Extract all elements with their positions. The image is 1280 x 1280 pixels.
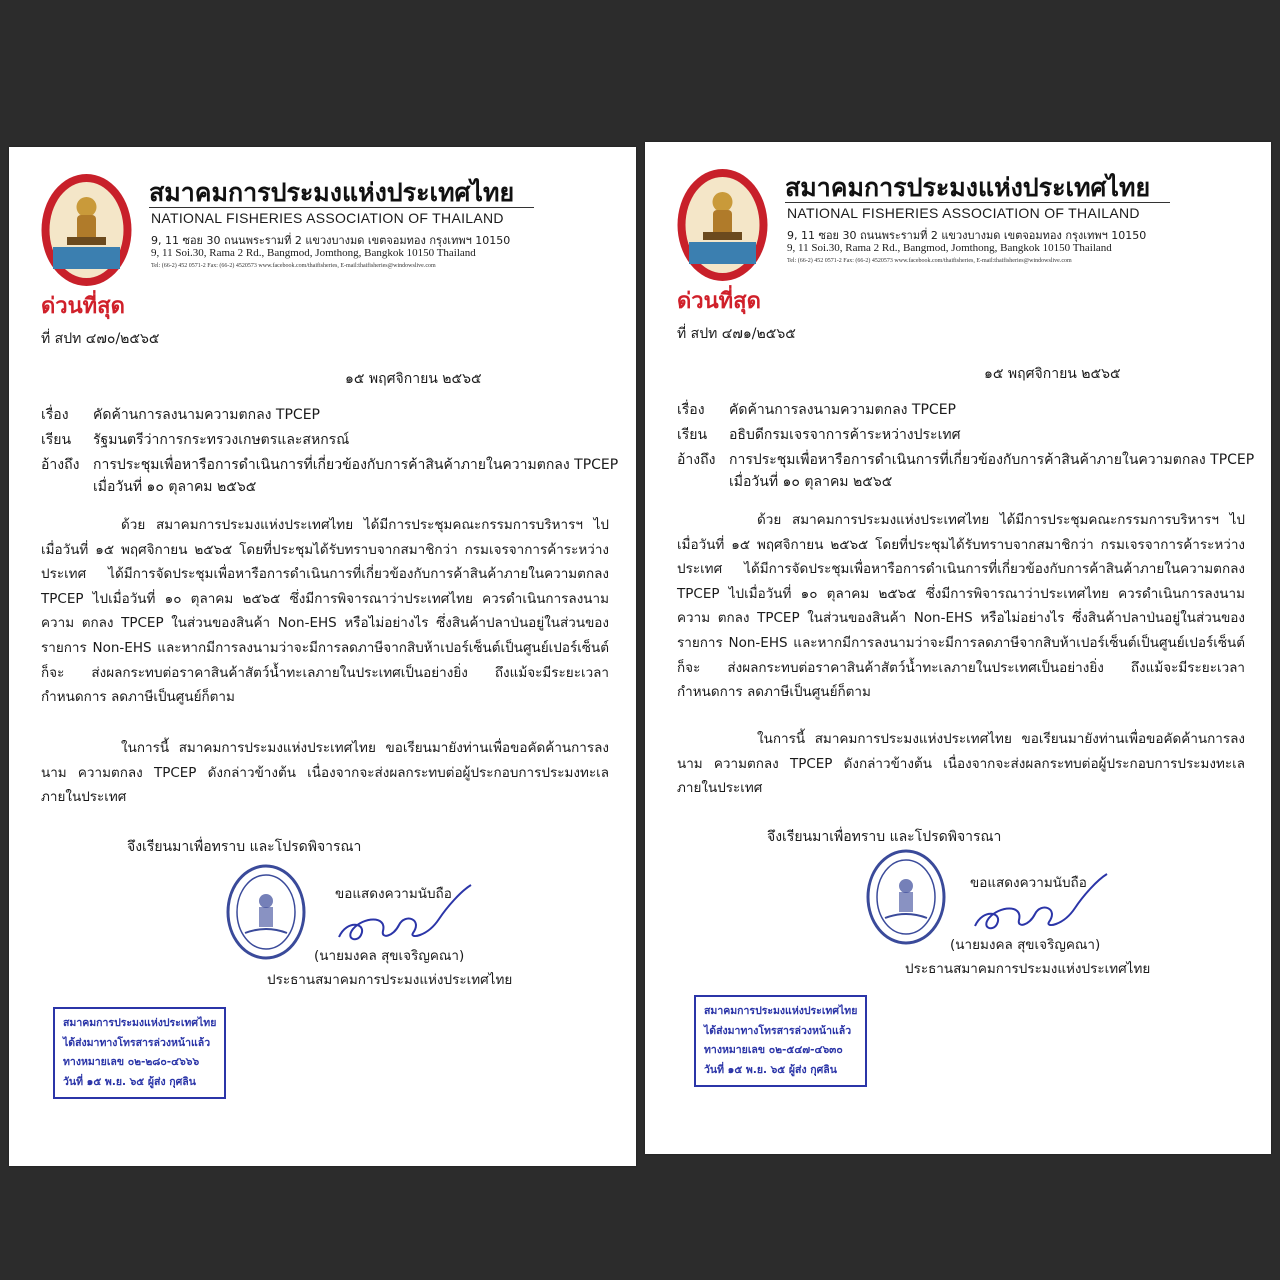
subject-label: เรื่อง xyxy=(677,402,705,418)
signature xyxy=(963,868,1113,938)
stamp-line-3: ทางหมายเลข ๐๒-๒๘๐-๔๖๖๖ xyxy=(63,1056,200,1068)
address-thai: 9, 11 ซอย 30 ถนนพระรามที่ 2 แขวงบางมด เขตจอมทอง กรุงเทพฯ 10150 xyxy=(151,234,511,247)
subject-value: คัดค้านการลงนามความตกลง TPCEP xyxy=(93,407,320,423)
address-english: 9, 11 Soi.30, Rama 2 Rd., Bangmod, Jomthong, Bangkok 10150 Thailand xyxy=(151,247,476,259)
stamp-line-1: สมาคมการประมงแห่งประเทศไทย xyxy=(63,1017,217,1029)
signer-title: ประธานสมาคมการประมงแห่งประเทศไทย xyxy=(905,961,1151,977)
signer-name: (นายมงคล สุขเจริญคณา) xyxy=(314,948,465,964)
closing-line: จึงเรียนมาเพื่อทราบ และโปรดพิจารณา xyxy=(127,839,362,855)
stamp-line-2: ได้ส่งมาทางโทรสารล่วงหน้าแล้ว xyxy=(704,1024,852,1037)
stamp-line-4: วันที่ ๑๕ พ.ย. ๖๕ ผู้ส่ง กุศลิน xyxy=(63,1075,196,1088)
stamp-line-2: ได้ส่งมาทางโทรสารล่วงหน้าแล้ว xyxy=(63,1036,211,1049)
stamp-line-1: สมาคมการประมงแห่งประเทศไทย xyxy=(704,1005,858,1017)
urgent-label: ด่วนที่สุด xyxy=(41,294,125,319)
body-paragraph-1 xyxy=(677,508,1245,705)
document-date: ๑๕ พฤศจิกายน ๒๕๖๕ xyxy=(345,371,482,387)
org-name-thai: สมาคมการประมงแห่งประเทศไทย xyxy=(149,178,515,207)
reference-field xyxy=(677,449,1254,493)
regards-line: ขอแสดงความนับถือ xyxy=(335,886,452,902)
address-english: 9, 11 Soi.30, Rama 2 Rd., Bangmod, Jomthong, Bangkok 10150 Thailand xyxy=(787,242,1112,254)
signer-title: ประธานสมาคมการประมงแห่งประเทศไทย xyxy=(267,972,513,988)
reference-value-line-2: เมื่อวันที่ ๑๐ ตุลาคม ๒๕๖๕ xyxy=(93,479,257,495)
paragraph-2-text: ในการนี้ สมาคมการประมงแห่งประเทศไทย ขอเรียนมายังท่านเพื่อขอคัดค้านการลงนาม ความตกลง TPCEP ดังกล่าวข้างต้น เนื่องจากจะส่งผลกระทบต่อผู้ประกอบการประมงทะเล ภายในประเทศ xyxy=(41,740,609,806)
stamp-line-4: วันที่ ๑๕ พ.ย. ๖๕ ผู้ส่ง กุศลิน xyxy=(704,1063,837,1076)
header-rule xyxy=(149,207,534,208)
header-rule xyxy=(785,202,1170,203)
urgent-label: ด่วนที่สุด xyxy=(677,289,761,314)
recipient-label: เรียน xyxy=(677,427,708,443)
recipient-label: เรียน xyxy=(41,432,72,448)
stamp-line-3: ทางหมายเลข ๐๒-๕๔๗-๔๖๓๐ xyxy=(704,1044,843,1056)
subject-field xyxy=(677,399,956,421)
subject-field xyxy=(41,404,320,426)
reference-field xyxy=(41,454,618,498)
association-seal xyxy=(225,863,307,961)
recipient-field xyxy=(41,429,349,451)
org-name-thai: สมาคมการประมงแห่งประเทศไทย xyxy=(785,173,1151,202)
reference-value-line-1: การประชุมเพื่อหารือการดำเนินการที่เกี่ยวข้องกับการค้าสินค้าภายในความตกลง TPCEP xyxy=(729,452,1255,468)
regards-line: ขอแสดงความนับถือ xyxy=(970,875,1087,891)
document-number: ที่ สปท ๔๗๑/๒๕๖๕ xyxy=(677,326,796,342)
document-number: ที่ สปท ๔๗๐/๒๕๖๕ xyxy=(41,331,160,347)
subject-value: คัดค้านการลงนามความตกลง TPCEP xyxy=(729,402,956,418)
paragraph-2-text: ในการนี้ สมาคมการประมงแห่งประเทศไทย ขอเรียนมายังท่านเพื่อขอคัดค้านการลงนาม ความตกลง TPCEP ดังกล่าวข้างต้น เนื่องจากจะส่งผลกระทบต่อผู้ประกอบการประมงทะเล ภายในประเทศ xyxy=(677,731,1245,797)
document-date: ๑๕ พฤศจิกายน ๒๕๖๕ xyxy=(984,366,1121,382)
body-paragraph-2 xyxy=(41,736,609,810)
signer-name: (นายมงคล สุขเจริญคณา) xyxy=(950,937,1101,953)
recipient-value: รัฐมนตรีว่าการกระทรวงเกษตรและสหกรณ์ xyxy=(93,432,350,448)
contact-line: Tel: (66-2) 452 0571-2 Fax: (66-2) 4520573 www.facebook.com/thaifisheries, E-mail:thaifisheries@windowslive.com xyxy=(151,263,436,269)
association-logo xyxy=(675,166,770,284)
paragraph-1-text: ด้วย สมาคมการประมงแห่งประเทศไทย ได้มีการประชุมคณะกรรมการบริหารฯ ไป เมื่อวันที่ ๑๕ พฤศจิกายน ๒๕๖๕ โดยที่ประชุมได้รับทราบจากสมาชิกว่า กรมเจรจาการค้าระหว่าง ประเทศ ได้มีการจัดประชุมเพื่อหารือการดำเนินการที่เกี่ยวข้องกับการค้าสินค้าภายในความตกลง TPCEP ไปเมื่อวันที่ ๑๐ ตุลาคม ๒๕๖๕ ซึ่งมีการพิจารณาว่าประเทศไทย ควรดำเนินการลงนามความ ตกลง TPCEP ในส่วนของสินค้า Non-EHS หรือไม่อย่างไร ซึ่งสินค้าปลาป่นอยู่ในส่วนของรายการ Non-EHS และหากมีการลงนามว่าจะมีการลดภาษีจากสิบห้าเปอร์เซ็นต์เป็นศูนย์เปอร์เซ็นต์ ก็จะ ส่งผลกระทบต่อราคาสินค้าสัตว์น้ำทะเลภายในประเทศเป็นอย่างยิ่ง ถึงแม้จะมีระยะเวลากำหนดการ ลดภาษีเป็นศูนย์ก็ตาม xyxy=(677,512,1245,701)
fax-sent-stamp xyxy=(53,1007,226,1099)
org-name-english: NATIONAL FISHERIES ASSOCIATION OF THAILAND xyxy=(787,205,1140,221)
reference-value-line-2: เมื่อวันที่ ๑๐ ตุลาคม ๒๕๖๕ xyxy=(729,474,893,490)
body-paragraph-2 xyxy=(677,727,1245,801)
paragraph-1-text: ด้วย สมาคมการประมงแห่งประเทศไทย ได้มีการประชุมคณะกรรมการบริหารฯ ไป เมื่อวันที่ ๑๕ พฤศจิกายน ๒๕๖๕ โดยที่ประชุมได้รับทราบจากสมาชิกว่า กรมเจรจาการค้าระหว่าง ประเทศ ได้มีการจัดประชุมเพื่อหารือการดำเนินการที่เกี่ยวข้องกับการค้าสินค้าภายในความตกลง TPCEP ไปเมื่อวันที่ ๑๐ ตุลาคม ๒๕๖๕ ซึ่งมีการพิจารณาว่าประเทศไทย ควรดำเนินการลงนามความ ตกลง TPCEP ในส่วนของสินค้า Non-EHS หรือไม่อย่างไร ซึ่งสินค้าปลาป่นอยู่ในส่วนของรายการ Non-EHS และหากมีการลงนามว่าจะมีการลดภาษีจากสิบห้าเปอร์เซ็นต์เป็นศูนย์เปอร์เซ็นต์ ก็จะ ส่งผลกระทบต่อราคาสินค้าสัตว์น้ำทะเลภายในประเทศเป็นอย่างยิ่ง ถึงแม้จะมีระยะเวลากำหนดการ ลดภาษีเป็นศูนย์ก็ตาม xyxy=(41,517,609,706)
letter-page-2 xyxy=(645,142,1271,1154)
association-logo xyxy=(39,171,134,289)
contact-line: Tel: (66-2) 452 0571-2 Fax: (66-2) 4520573 www.facebook.com/thaifisheries, E-mail:thaifisheries@windowslive.com xyxy=(787,258,1072,264)
org-name-english: NATIONAL FISHERIES ASSOCIATION OF THAILAND xyxy=(151,210,504,226)
association-seal xyxy=(865,848,947,946)
reference-label: อ้างถึง xyxy=(677,452,716,468)
reference-value-line-1: การประชุมเพื่อหารือการดำเนินการที่เกี่ยวข้องกับการค้าสินค้าภายในความตกลง TPCEP xyxy=(93,457,619,473)
closing-line: จึงเรียนมาเพื่อทราบ และโปรดพิจารณา xyxy=(767,829,1002,845)
subject-label: เรื่อง xyxy=(41,407,69,423)
body-paragraph-1 xyxy=(41,513,609,710)
reference-label: อ้างถึง xyxy=(41,457,80,473)
recipient-field xyxy=(677,424,960,446)
signature xyxy=(327,879,477,949)
recipient-value: อธิบดีกรมเจรจาการค้าระหว่างประเทศ xyxy=(729,427,961,443)
address-thai: 9, 11 ซอย 30 ถนนพระรามที่ 2 แขวงบางมด เขตจอมทอง กรุงเทพฯ 10150 xyxy=(787,229,1147,242)
fax-sent-stamp xyxy=(694,995,867,1087)
letter-page-1 xyxy=(9,147,636,1166)
